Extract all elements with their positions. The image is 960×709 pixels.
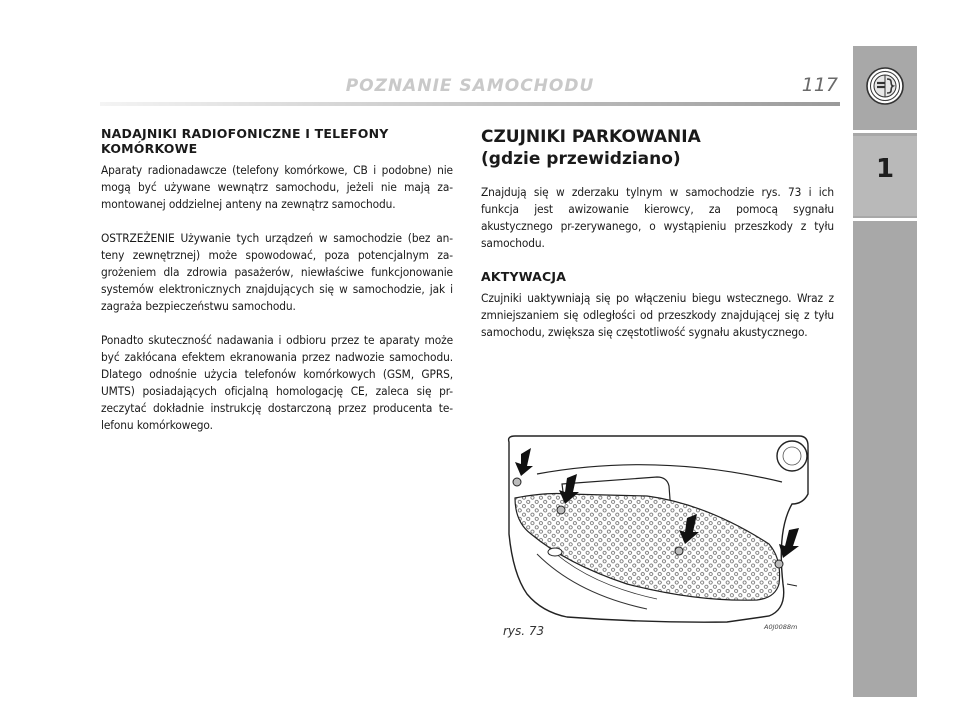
page-number: 117 (801, 74, 838, 96)
left-column (101, 126, 453, 451)
sidebar-divider-2 (853, 218, 917, 221)
section-title: POZNANIE SAMOCHODU (345, 76, 595, 96)
right-column (481, 126, 834, 358)
left-paragraph-1: Aparaty radionadawcze (telefony komórkowe, CB i podobne) nie mogą być używane wewnątrz samochodu, jeżeli nie mają za-montowanej oddzielnej anteny na zewnątrz samochodu. (101, 163, 453, 211)
left-paragraph-2: OSTRZEŻENIE Używanie tych urządzeń w samochodzie (bez an-teny zewnętrznej) może spowodować, poza potencjalnym za-grożeniem dla zdrowia pasażerów, niewłaściwe funkcjonowanie systemów elektronicznych znajdujących się w samochodzie, jak i zagraża bezpieczeństwu samochodu. (101, 231, 453, 313)
rear-bumper-figure (507, 434, 809, 624)
sidebar-divider (853, 130, 917, 133)
activation-heading: AKTYWACJA (481, 269, 567, 284)
header-rule (100, 102, 840, 106)
chapter-sidebar (853, 46, 917, 697)
heading-line-1: CZUJNIKI PARKOWANIA (481, 127, 701, 147)
parking-sensors-intro: Znajdują się w zderzaku tylnym w samochodzie rys. 73 i ich funkcja jest awizowanie kierowcy, za pomocą sygnału akustycznego pr-zerywanego, o wystąpieniu przeszkody z tyłu samochodu. (481, 185, 834, 250)
chapter-tab[interactable] (853, 136, 917, 216)
heading-line-2: (gdzie przewidziano) (481, 149, 681, 169)
page-header (100, 72, 840, 108)
activation-text: Czujniki uaktywniają się po włączeniu biegu wstecznego. Wraz z zmniejszaniem się odległości od przeszkody znajdującej się z tyłu samochodu, zwiększa się częstotliwość sygnału akustycznego. (481, 291, 834, 339)
left-paragraph-3: Ponadto skuteczność nadawania i odbioru przez te aparaty może być zakłócana efektem ekranowania przez nadwozie samochodu. Dlatego odnośnie użycia telefonów komórkowych (GSM, GPRS, UMTS) posiadających oficjalną homologację CE, zaleca się pr-zeczytać dokładnie instrukcję dostarczoną przez producenta te-lefonu komórkowego. (101, 333, 453, 432)
alfa-romeo-badge-icon (865, 66, 905, 106)
figure-code: A0J0088m (764, 623, 798, 631)
radio-phones-heading: NADAJNIKI RADIOFONICZNE I TELEFONY KOMÓRKOWE (101, 126, 389, 156)
rear-bumper-parking-sensors-icon (507, 434, 809, 624)
logo-box (853, 46, 917, 128)
chapter-number: 1 (875, 154, 895, 184)
figure-caption: rys. 73 (503, 624, 545, 638)
parking-sensors-heading (481, 126, 834, 170)
